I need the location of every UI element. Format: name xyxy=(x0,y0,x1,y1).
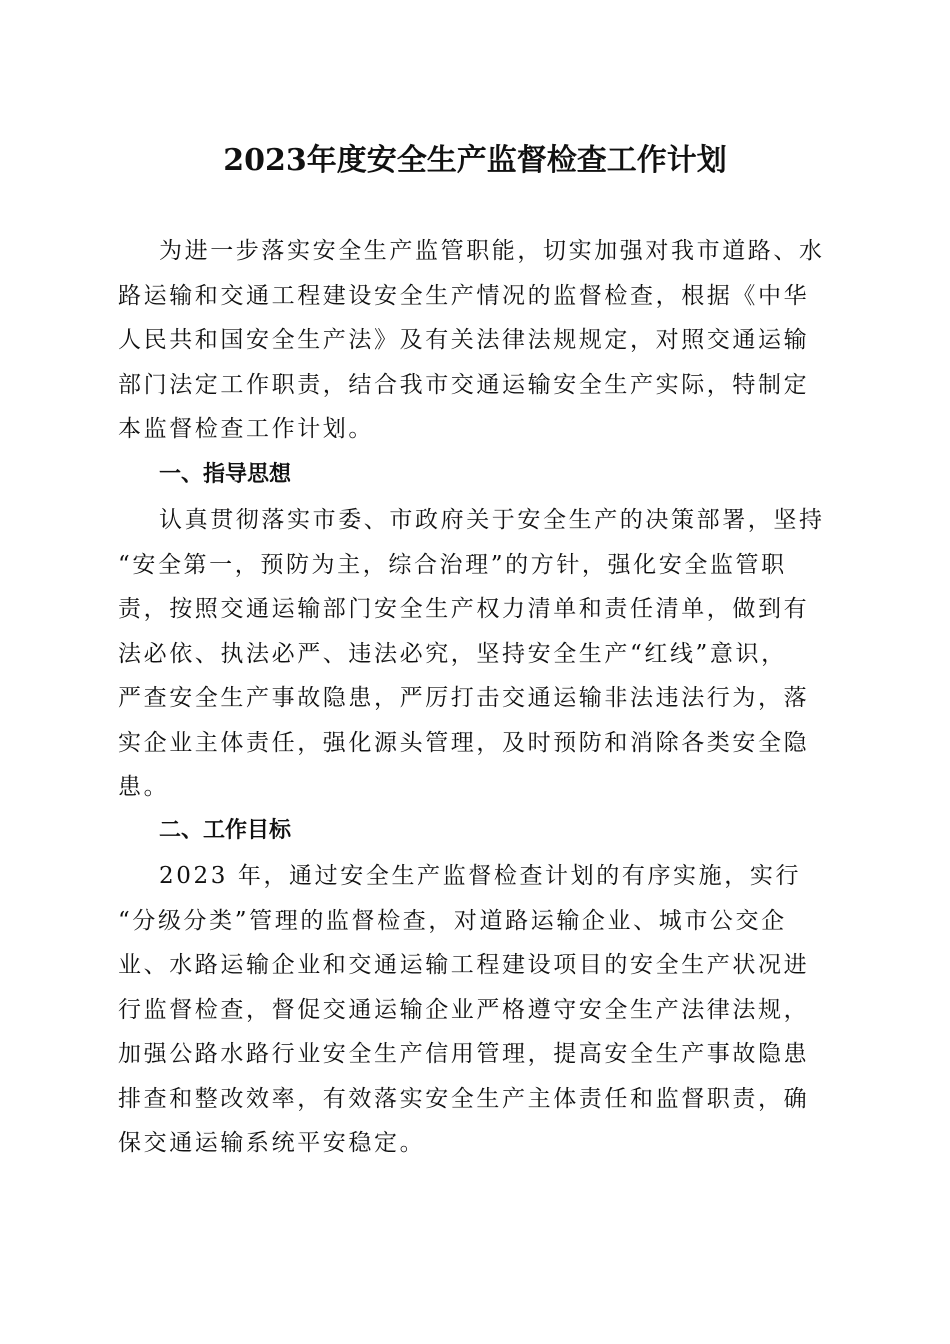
paragraph-line: 实企业主体责任，强化源头管理，及时预防和消除各类安全隐 xyxy=(118,729,810,756)
paragraph-line: 法必依、执法必严、违法必究，坚持安全生产“红线”意识， xyxy=(118,640,787,667)
paragraph-line: 部门法定工作职责，结合我市交通运输安全生产实际，特制定 xyxy=(118,371,810,398)
work-goals-paragraph xyxy=(118,854,823,1166)
document-title: 2023年度安全生产监督检查工作计划 xyxy=(223,143,727,178)
paragraph-line: 人民共和国安全生产法》及有关法律法规规定，对照交通运输 xyxy=(118,327,810,353)
paragraph-line: 业、水路运输企业和交通运输工程建设项目的安全生产状况进 xyxy=(118,952,810,978)
guiding-ideology-paragraph xyxy=(118,498,823,810)
paragraph-line: 严查安全生产事故隐患，严厉打击交通运输非法违法行为，落 xyxy=(118,685,810,711)
paragraph-line: 排查和整改效率，有效落实安全生产主体责任和监督职责，确 xyxy=(118,1085,810,1112)
section-heading-work-goals: 二、工作目标 xyxy=(159,818,292,843)
paragraph-line: 2023 年，通过安全生产监督检查计划的有序实施，实行 xyxy=(159,863,802,889)
paragraph-line: 行监督检查，督促交通运输企业严格遵守安全生产法律法规， xyxy=(118,996,810,1023)
paragraph-line: 路运输和交通工程建设安全生产情况的监督检查，根据《中华 xyxy=(118,282,810,309)
paragraph-line: 加强公路水路行业安全生产信用管理，提高安全生产事故隐患 xyxy=(118,1041,810,1067)
section-heading-guiding-ideology: 一、指导思想 xyxy=(159,462,292,487)
paragraph-line: 保交通运输系统平安稳定。 xyxy=(118,1130,426,1156)
paragraph-line: “安全第一，预防为主，综合治理”的方针，强化安全监管职 xyxy=(118,551,787,578)
paragraph-line: 本监督检查工作计划。 xyxy=(118,416,374,442)
paragraph-line: 为进一步落实安全生产监管职能，切实加强对我市道路、水 xyxy=(159,238,825,264)
paragraph-line: “分级分类”管理的监督检查，对道路运输企业、城市公交企 xyxy=(118,907,787,934)
paragraph-line: 认真贯彻落实市委、市政府关于安全生产的决策部署，坚持 xyxy=(159,507,825,533)
intro-paragraph xyxy=(118,229,823,452)
paragraph-line: 责，按照交通运输部门安全生产权力清单和责任清单，做到有 xyxy=(118,596,810,622)
paragraph-line: 患。 xyxy=(118,774,170,800)
